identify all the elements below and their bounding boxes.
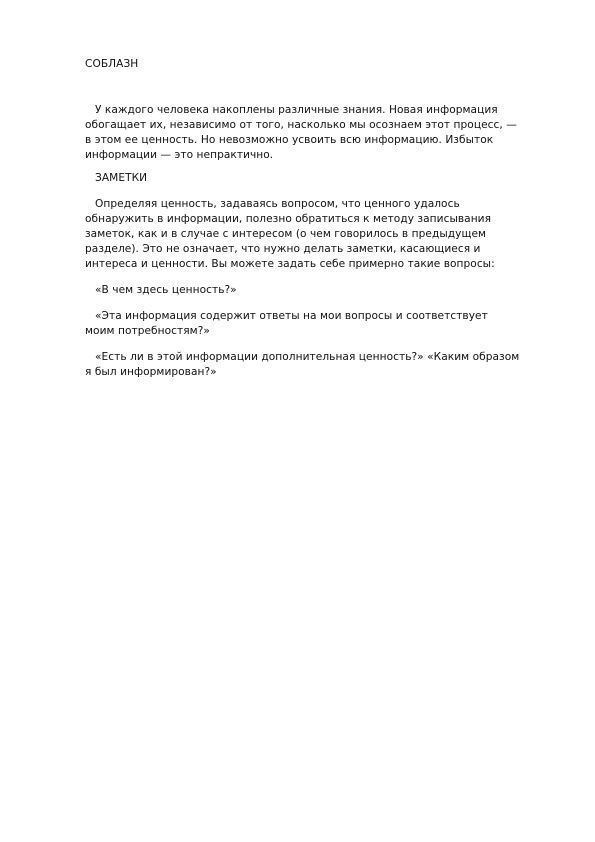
question-2: «Эта информация содержит ответы на мои вопросы и соответствует моим потребностям?»	[85, 310, 488, 337]
question-1: «В чем здесь ценность?»	[95, 284, 237, 296]
document-title: СОБЛАЗН	[85, 58, 139, 70]
document-body	[85, 57, 520, 380]
paragraph-intro: У каждого человека накоплены различные знания. Новая информация обогащает их, независимо от того, насколько мы осознаем этот процесс, — в этом ее ценность. Но невозможно усвоить всю информацию. Избыток информации — это непрактично.	[85, 104, 517, 161]
section-heading: ЗАМЕТКИ	[95, 172, 148, 184]
paragraph-notes: Определяя ценность, задаваясь вопросом, что ценного удалось обнаружить в информации, полезно обратиться к методу записывания заметок, как и в случае с интересом (о чем говорилось в предыдущем разделе). Это не означает, что нужно делать заметки, касающиеся и интереса и ценности. Вы можете задать себе примерно такие вопросы:	[85, 198, 495, 270]
question-3: «Есть ли в этой информации дополнительная ценность?» «Каким образом я был информирован?»	[85, 351, 520, 378]
